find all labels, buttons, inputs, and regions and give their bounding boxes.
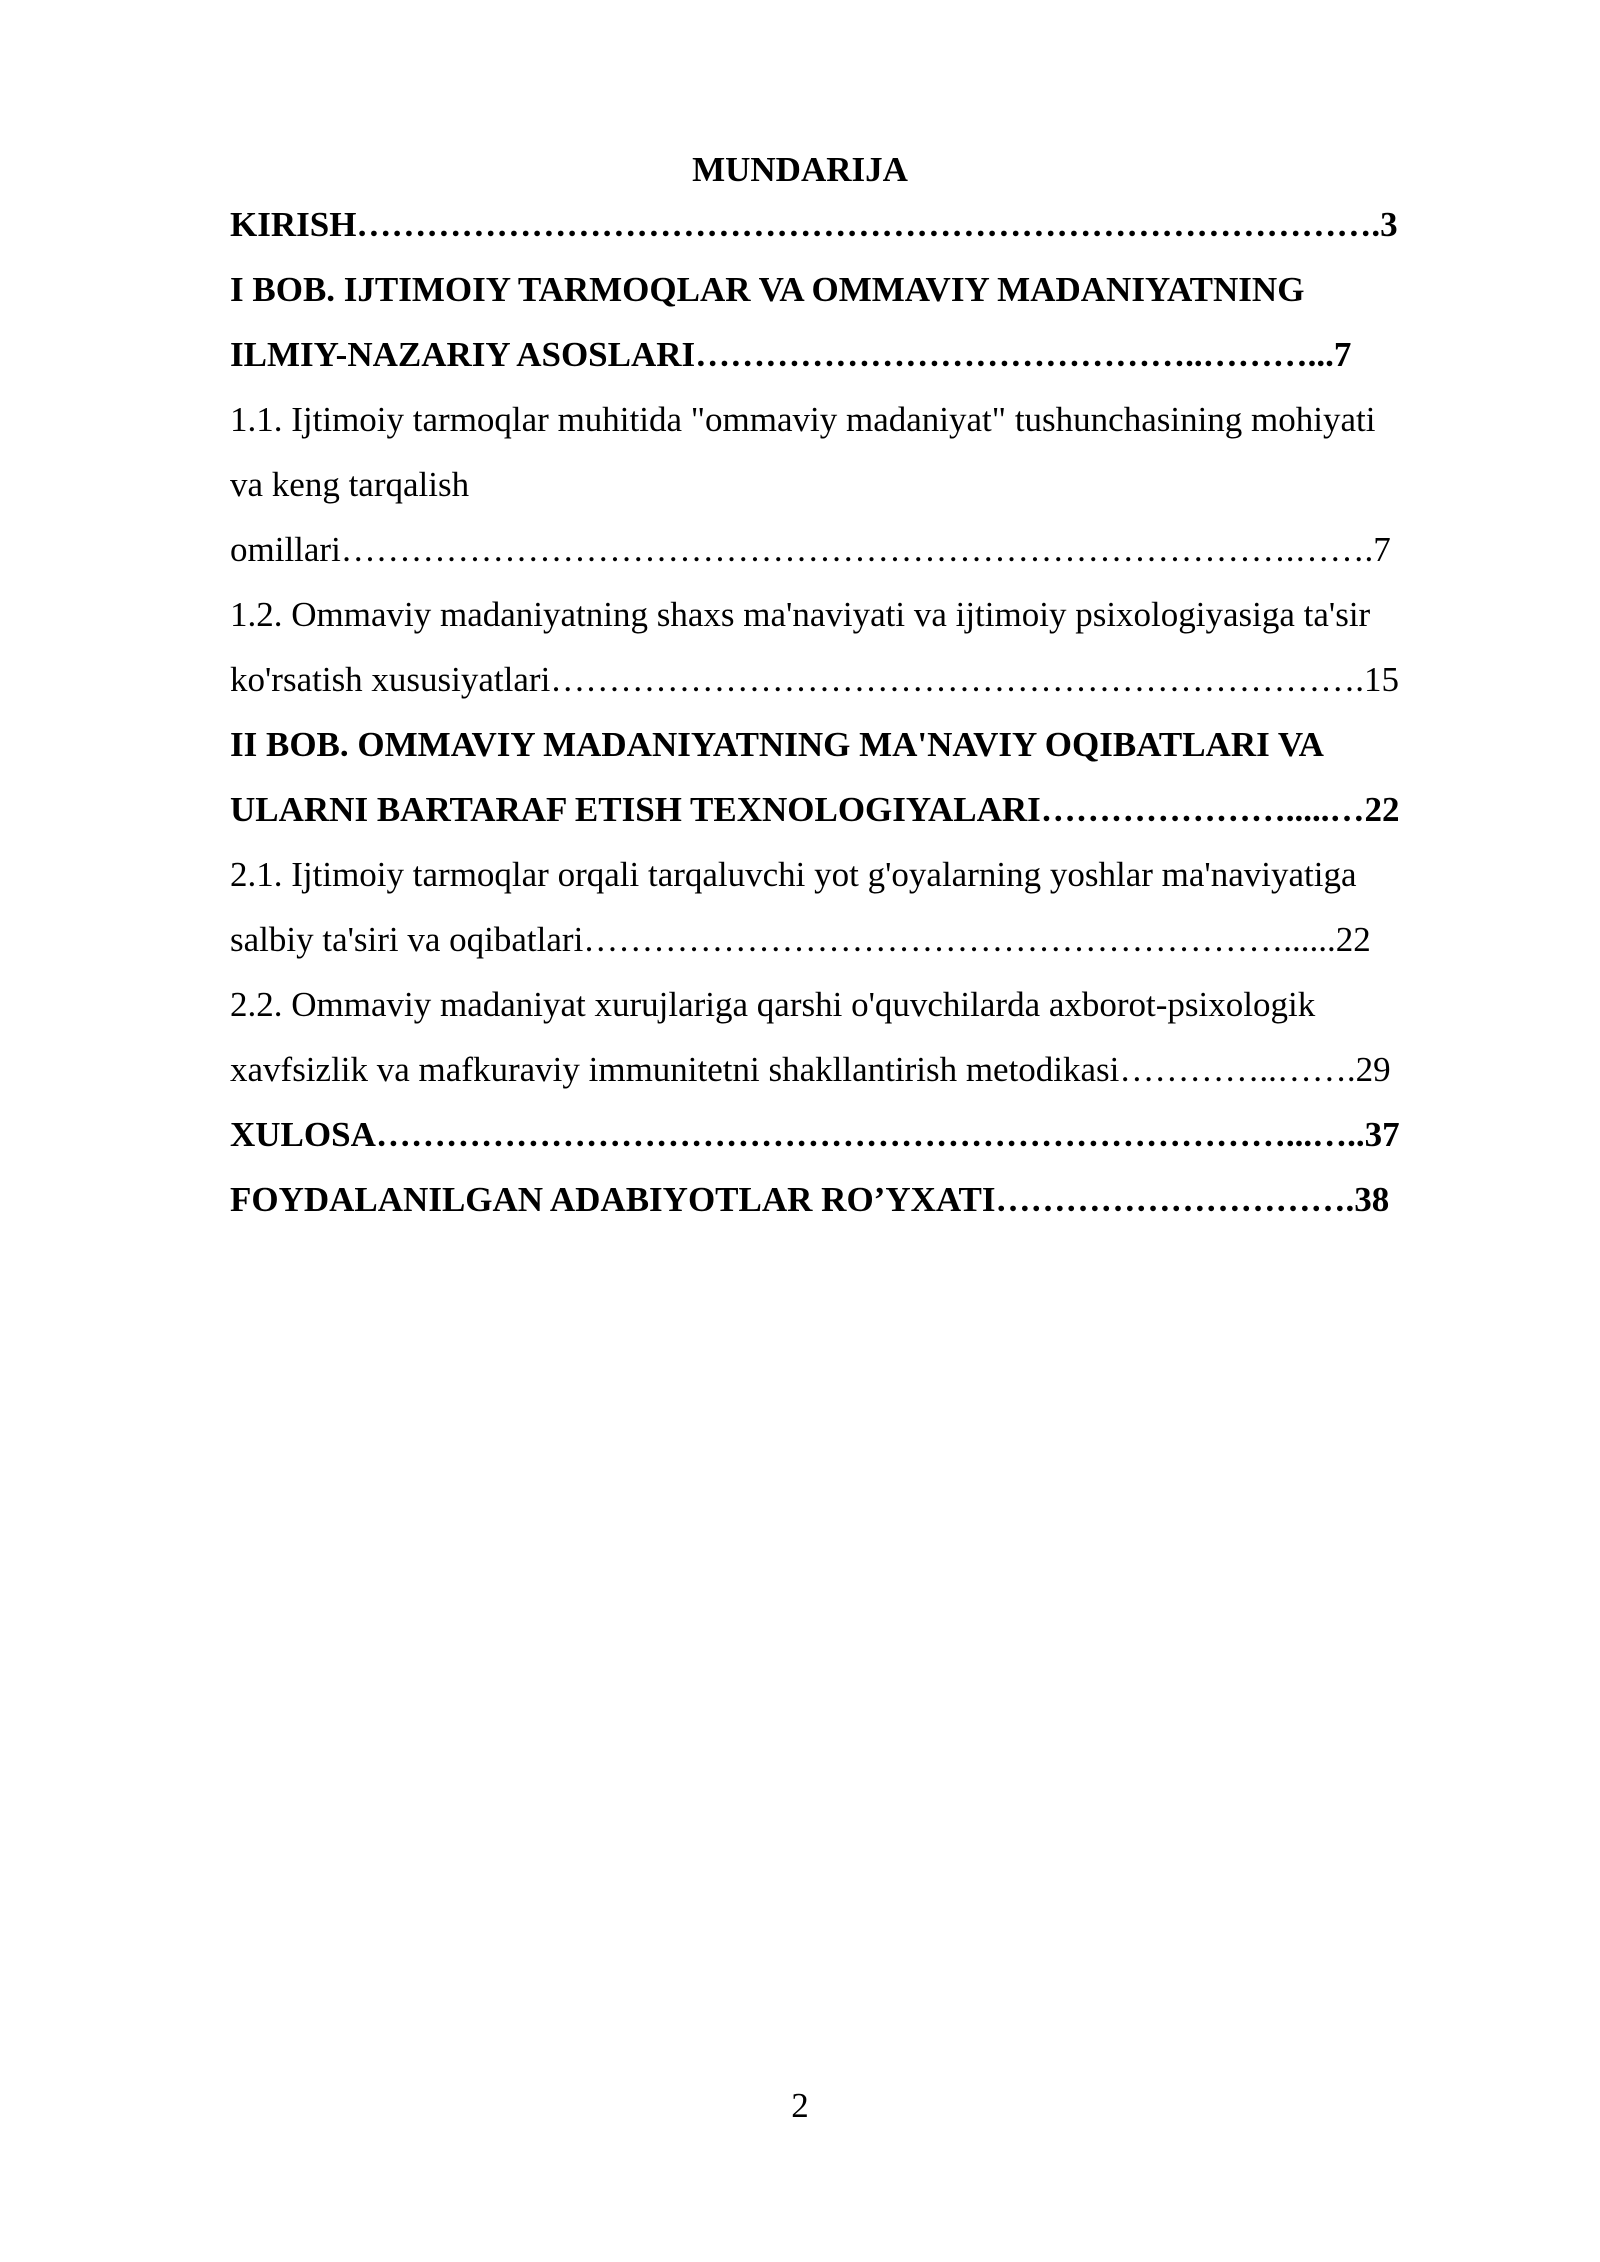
toc-entry-line: XULOSA……………………………………………………………………...…..37 [230,1115,1400,1154]
toc-entry-references[interactable] [230,1167,1496,1232]
toc-entry-line: 2.2. Ommaviy madaniyat xurujlariga qarshi o'quvchilarda axborot-psixologik [230,985,1316,1024]
toc-entry-line: II BOB. OMMAVIY MADANIYATNING MA'NAVIY OQIBATLARI VA [230,725,1324,764]
toc-entry-chapter-1[interactable] [230,257,1496,387]
table-of-contents [230,192,1496,1232]
toc-entry-chapter-2[interactable] [230,712,1496,842]
toc-entry-line: I BOB. IJTIMOIY TARMOQLAR VA OMMAVIY MADANIYATNING [230,270,1305,309]
toc-entry-section-1-1[interactable] [230,387,1496,582]
toc-entry-line: KIRISH…………………………………………………………………………….3 [230,205,1398,244]
toc-entry-line: 1.2. Ommaviy madaniyatning shaxs ma'naviyati va ijtimoiy psixologiyasiga ta'sir [230,595,1371,634]
toc-entry-section-2-2[interactable] [230,972,1496,1102]
toc-entry-line: ILMIY-NAZARIY ASOSLARI……………………………………..………...7 [230,335,1352,374]
page-number: 2 [791,2086,809,2125]
toc-entry-line: FOYDALANILGAN ADABIYOTLAR RO’YXATI………………………….38 [230,1180,1390,1219]
toc-entry-line: 1.1. Ijtimoiy tarmoqlar muhitida "ommaviy madaniyat" tushunchasining mohiyati [230,400,1376,439]
toc-entry-line: xavfsizlik va mafkuraviy immunitetni shakllantirish metodikasi…………..…….29 [230,1050,1391,1089]
toc-entry-line: 2.1. Ijtimoiy tarmoqlar orqali tarqaluvchi yot g'oyalarning yoshlar ma'naviyatiga [230,855,1357,894]
toc-entry-section-2-1[interactable] [230,842,1496,972]
toc-entry-section-1-2[interactable] [230,582,1496,712]
toc-entry-line: omillari……………………………………………………………………….…….7 [230,530,1391,569]
toc-entry-introduction[interactable] [230,192,1496,257]
toc-entry-line: va keng tarqalish [230,465,470,504]
toc-entry-line: salbiy ta'siri va oqibatlari……………………………………………………......22 [230,920,1371,959]
toc-entry-line: ULARNI BARTARAF ETISH TEXNOLOGIYALARI………………….....…22 [230,790,1400,829]
toc-entry-conclusion[interactable] [230,1102,1496,1167]
document-title: MUNDARIJA [692,150,908,189]
toc-entry-line: ko'rsatish xususiyatlari…………………………………………………………….15 [230,660,1400,699]
